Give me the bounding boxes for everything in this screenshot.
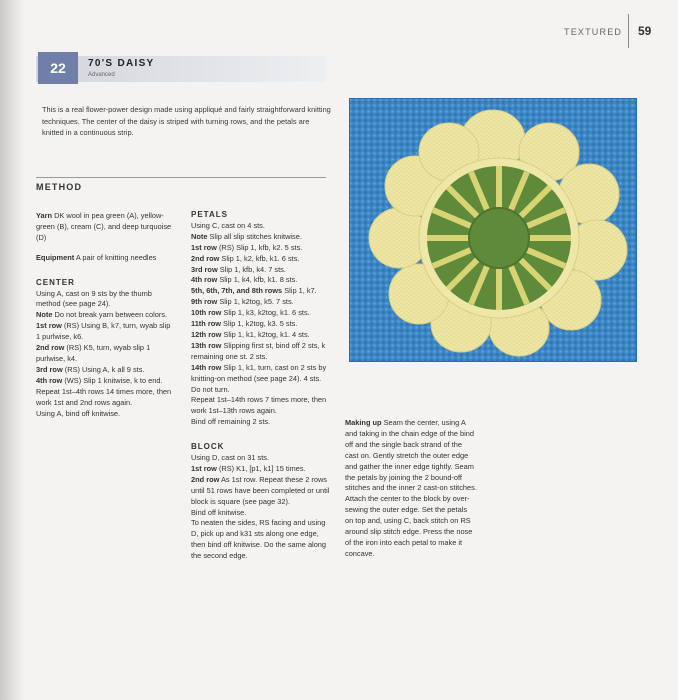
making-up-text: Making up Seam the center, using A and taking in the chain edge of the bind off and the single back strand of the cast on. Gently stretch the outer edge and gather the inner edge tightly. Seam the petals by joining the 2 bound-off stitches and the inner 2 cast-on stitches. Attach the center to the block by over-sewing the outer edge. Set the petals on top and, using C, back stitch on RS around slip stitch edge. Press the nose of the iron into each petal to make it concave.	[345, 418, 477, 558]
petals-repeat: Repeat 1st–14th rows 7 times more, then work 1st–13th rows again.	[191, 395, 327, 416]
center-heading: CENTER	[36, 277, 75, 287]
petals-heading: PETALS	[191, 210, 228, 219]
petals-row: 14th row Slip 1, k1, turn, cast on 2 sts by knitting-on method (see page 24). 4 sts.	[191, 362, 327, 383]
block-heading: BLOCK	[191, 442, 225, 452]
center-row: 3rd row (RS) Using A, k all 9 sts.	[36, 364, 145, 374]
petals-row: 13th row Slipping first st, bind off 2 sts, k remaining one st. 2 sts.	[191, 340, 326, 361]
petals-row: 5th, 6th, 7th, and 8th rows Slip 1, k7.	[191, 286, 317, 296]
petals-row: 9th row Slip 1, k2tog, k5. 7 sts.	[191, 297, 294, 307]
middle-column	[191, 210, 333, 562]
title-bar	[36, 56, 326, 82]
equipment-line: Equipment A pair of knitting needles	[36, 252, 157, 262]
intro-paragraph: This is a real flower-power design made using appliqué and fairly straightforward knitting techniques. The center of the daisy is striped with turning rows, and the petals are knitted in a continuous strip.	[42, 105, 331, 138]
block-row: 1st row (RS) K1, [p1, k1] 15 times.	[191, 463, 306, 473]
center-finish: Using A, bind off knitwise.	[36, 408, 121, 418]
center-intro: Using A, cast on 9 sts by the thumb method (see page 24).	[36, 288, 152, 309]
center-row: 2nd row (RS) K5, turn, wyab slip 1 purlwise, k4.	[36, 343, 151, 363]
page-gutter-shadow	[0, 0, 24, 700]
knitted-daisy-photo	[349, 98, 637, 362]
pattern-level: Advanced	[88, 72, 115, 78]
method-heading: METHOD	[36, 182, 83, 192]
petals-note: Note Slip all slip stitches knitwise.	[191, 231, 302, 241]
petals-do-not-turn: Do not turn.	[191, 384, 230, 394]
center-row: 1st row (RS) Using B, k7, turn, wyab slip 1 purlwise, k6.	[36, 321, 171, 342]
petals-row: 3rd row Slip 1, kfb, k4. 7 sts.	[191, 264, 286, 274]
petals-intro: Using C, cast on 4 sts.	[191, 220, 265, 230]
center-repeat: Repeat 1st–4th rows 14 times more, then work 1st and 2nd rows again.	[36, 386, 172, 407]
left-column	[36, 211, 176, 419]
pattern-title: 70'S DAISY	[88, 58, 155, 69]
page-number: 59	[638, 24, 652, 38]
petals-row: 1st row (RS) Slip 1, kfb, k2. 5 sts.	[191, 242, 303, 252]
center-note: Note Do not break yarn between colors.	[36, 310, 168, 320]
petals-row: 10th row Slip 1, k3, k2tog, k1. 6 sts.	[191, 308, 310, 318]
yarn-line: Yarn DK wool in pea green (A), yellow-green (B), cream (C), and deep turquoise (D)	[36, 211, 172, 242]
petals-finish: Bind off remaining 2 sts.	[191, 417, 271, 427]
center-row: 4th row (WS) Slip 1 knitwise, k to end.	[36, 375, 163, 385]
pattern-number-badge: 22	[38, 52, 78, 84]
block-row: 2nd row As 1st row. Repeat these 2 rows until 51 rows have been completed or until block is square (see page 32).	[191, 474, 330, 506]
petals-row: 11th row Slip 1, k2tog, k3. 5 sts.	[191, 319, 298, 329]
right-column	[345, 418, 477, 560]
petals-row: 4th row Slip 1, k4, kfb, k1. 8 sts.	[191, 275, 298, 285]
petals-row: 12th row Slip 1, k1, k2tog, k1. 4 sts.	[191, 329, 310, 339]
block-finish: Bind off knitwise.	[191, 507, 247, 517]
header-divider	[628, 14, 629, 48]
block-neaten: To neaten the sides, RS facing and using D, pick up and k31 sts along one edge, then bind off knitwise. Do the same along the second edge.	[191, 518, 327, 561]
section-label: TEXTURED	[564, 27, 623, 37]
block-intro: Using D, cast on 31 sts.	[191, 453, 270, 463]
petals-row: 2nd row Slip 1, k2, kfb, k1. 6 sts.	[191, 253, 300, 263]
method-divider	[36, 177, 326, 178]
